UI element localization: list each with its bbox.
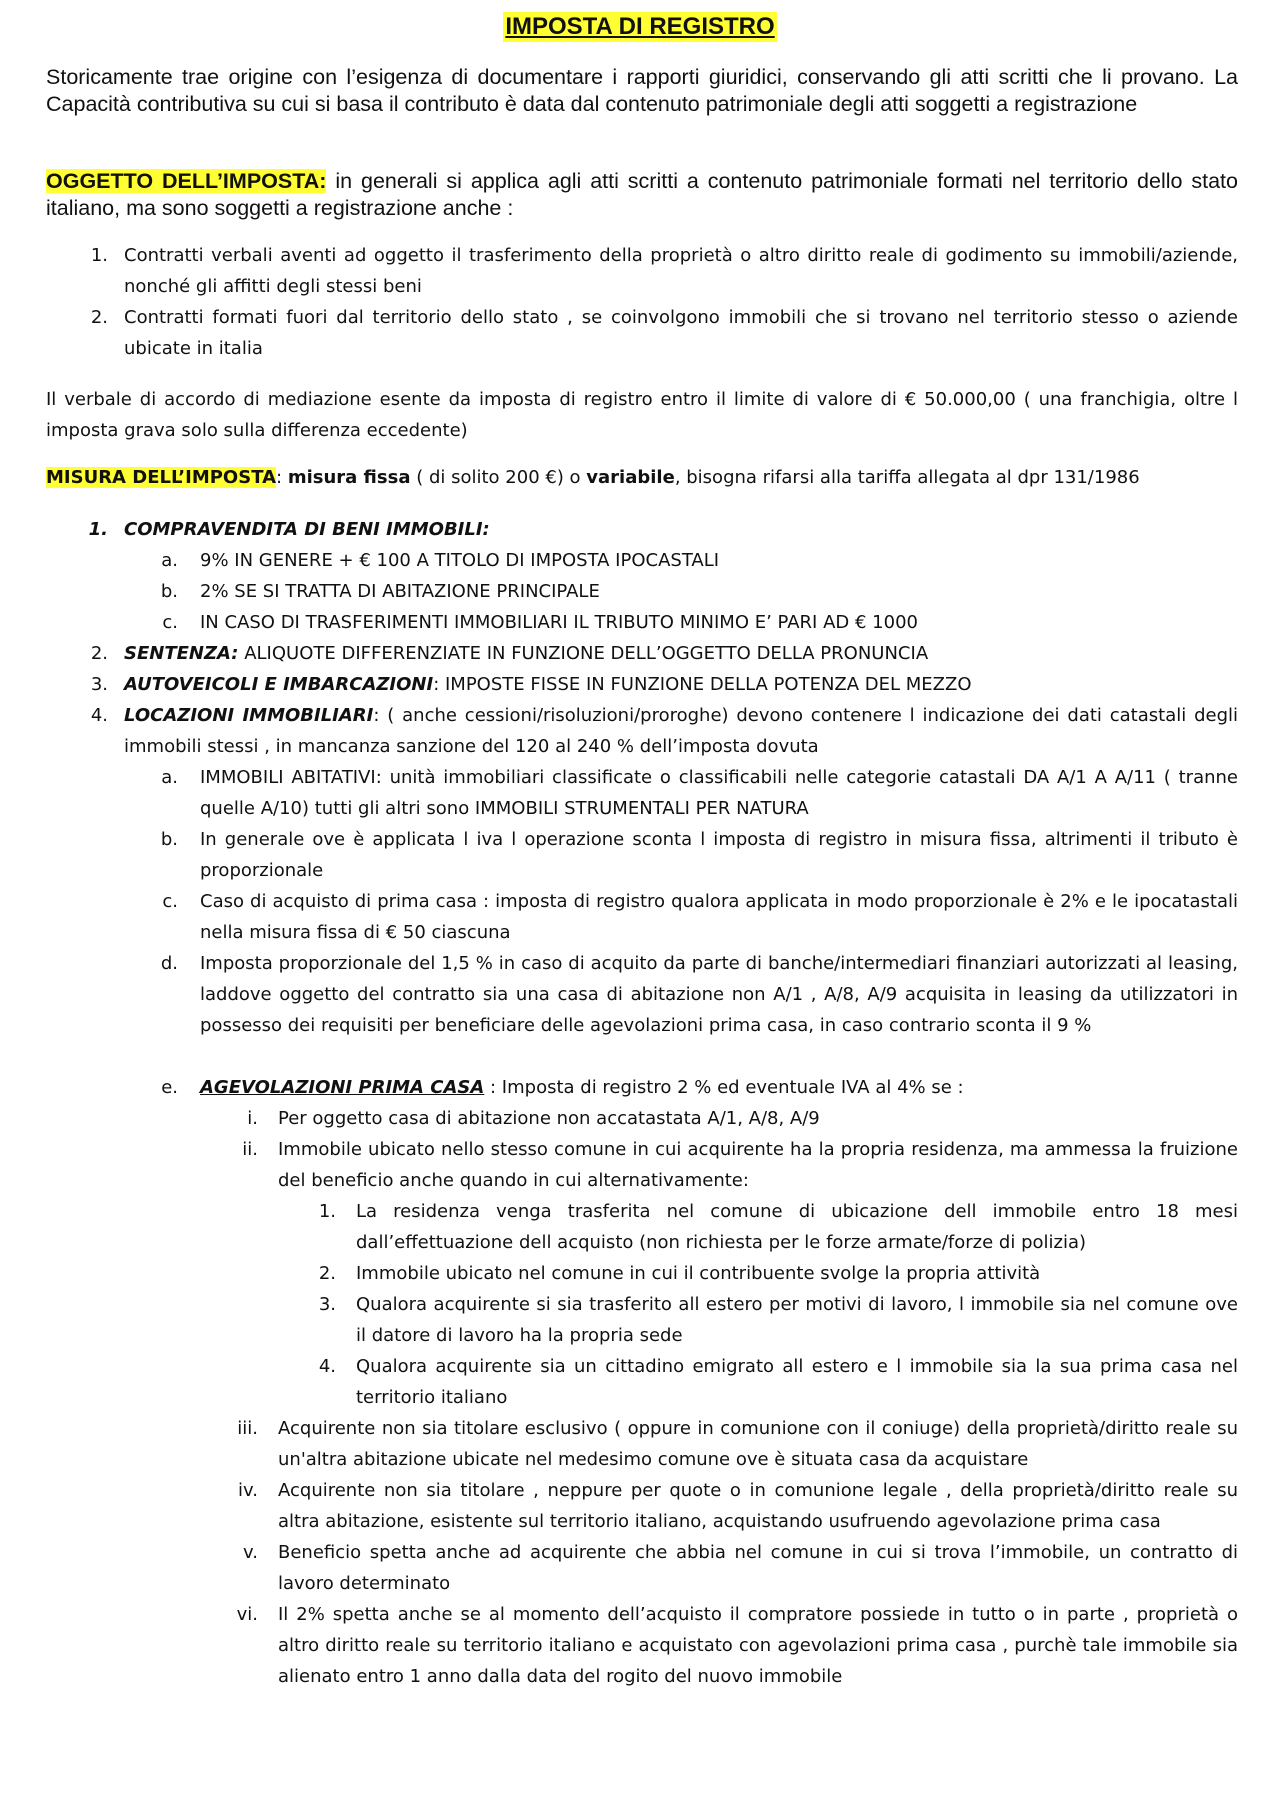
list-item-text: La residenza venga trasferita nel comune di ubicazione dell immobile entro 18 mesi dall’effettuazione dell acquisto (non richiesta per le forze armate/forze di polizia) xyxy=(356,1201,1238,1253)
list-item-roman: iv. xyxy=(238,1480,258,1501)
list-item-roman: v. xyxy=(243,1542,258,1563)
list-item-number: 1. xyxy=(318,1201,336,1222)
list-item-number: 2. xyxy=(90,307,108,328)
list-item-heading: AUTOVEICOLI E IMBARCAZIONI xyxy=(124,674,434,695)
list-item-text: Immobile ubicato nello stesso comune in cui acquirente ha la propria residenza, ma ammessa la fruizione del beneficio anche quando in cui alternativamente: xyxy=(278,1139,1238,1191)
list-item-number: 4. xyxy=(90,705,108,726)
list-item-number: 1. xyxy=(90,245,108,266)
page-title: IMPOSTA DI REGISTRO xyxy=(505,13,775,40)
misura-mid: ( di solito 200 €) o xyxy=(410,467,587,488)
misura-variabile: variabile xyxy=(586,467,675,488)
list-item-body: : Imposta di registro 2 % ed eventuale IVA al 4% se : xyxy=(484,1077,964,1098)
list-item-number: 2. xyxy=(90,643,108,664)
list-item-text: Contratti formati fuori dal territorio dello stato , se coinvolgono immobili che si trovano nel territorio stesso o aziende ubicate in italia xyxy=(124,307,1238,359)
misura-rest: , bisogna rifarsi alla tariffa allegata al dpr 131/1986 xyxy=(674,467,1140,488)
list-item-text: IN CASO DI TRASFERIMENTI IMMOBILIARI IL TRIBUTO MINIMO E’ PARI AD € 1000 xyxy=(200,612,918,633)
list-item-roman: i. xyxy=(247,1108,258,1129)
oggetto-text: in generali si applica agli atti scritti a contenuto patrimoniale formati nel territorio dello stato italiano, ma sono soggetti a registrazione anche : xyxy=(46,169,1238,220)
list-item-roman: vi. xyxy=(236,1604,258,1625)
list-item-text: Il 2% spetta anche se al momento dell’acquisto il compratore possiede in tutto o in parte , proprietà o altro diritto reale su territorio italiano e acquistato con agevolazioni prima casa , purchè tale immobile sia alienato entro 1 anno dalla data del rogito del nuovo immobile xyxy=(278,1604,1238,1687)
list-item-text: Imposta proporzionale del 1,5 % in caso di acquito da parte di banche/intermediari finanziari autorizzati al leasing, laddove oggetto del contratto sia una casa di abitazione non A/1 , A/8, A/9 acquisita in leasing da utilizzatori in possesso dei requisiti per beneficiare delle agevolazioni prima casa, in caso contrario sconta il 9 % xyxy=(200,953,1238,1036)
oggetto-paragraph xyxy=(46,168,1238,222)
intro-paragraph: Storicamente trae origine con l’esigenza di documentare i rapporti giuridici, conservando gli atti scritti che li provano. La Capacità contributiva su cui si basa il contributo è data dal contenuto patrimoniale degli atti soggetti a registrazione xyxy=(46,65,1238,116)
list-item-letter: c. xyxy=(162,891,178,912)
misura-colon: : xyxy=(276,467,288,488)
list-item-letter: c. xyxy=(162,612,178,633)
list-item-heading: SENTENZA: xyxy=(124,643,239,664)
list-item-letter: a. xyxy=(161,550,178,571)
list-item-text: Qualora acquirente si sia trasferito all estero per motivi di lavoro, l immobile sia nel comune ove il datore di lavoro ha la propria sede xyxy=(356,1294,1238,1346)
misura-paragraph xyxy=(46,462,1238,493)
list-item-body: ALIQUOTE DIFFERENZIATE IN FUNZIONE DELL’OGGETTO DELLA PRONUNCIA xyxy=(238,643,929,664)
list-item-text: Acquirente non sia titolare , neppure per quote o in comunione legale , della proprietà/diritto reale su altra abitazione, esistente sul territorio italiano, acquistando usufruendo agevolazione prima casa xyxy=(278,1480,1238,1532)
list-item-heading: COMPRAVENDITA DI BENI IMMOBILI: xyxy=(124,519,490,540)
list-item-letter: b. xyxy=(160,829,178,850)
list-item-text xyxy=(124,638,1238,669)
list-item-letter: e. xyxy=(161,1077,178,1098)
misura-fissa: misura fissa xyxy=(287,467,411,488)
list-item-number: 1. xyxy=(88,519,108,540)
list-item-letter: d. xyxy=(160,953,178,974)
list-item-text: In generale ove è applicata l iva l operazione sconta l imposta di registro in misura fissa, altrimenti il tributo è proporzionale xyxy=(200,829,1238,881)
list-item-roman: ii. xyxy=(242,1139,258,1160)
list-item-number: 4. xyxy=(318,1356,336,1377)
list-item-text: Caso di acquisto di prima casa : imposta di registro qualora applicata in modo proporzionale è 2% e le ipocatastali nella misura fissa di € 50 ciascuna xyxy=(200,891,1238,943)
list-item-number: 2. xyxy=(318,1263,336,1284)
list-item-roman: iii. xyxy=(237,1418,258,1439)
list-item-text: Per oggetto casa di abitazione non accatastata A/1, A/8, A/9 xyxy=(278,1108,820,1129)
list-item-text xyxy=(124,669,1238,700)
misura-label: MISURA DELL’IMPOSTA xyxy=(46,467,277,488)
list-item-heading: LOCAZIONI IMMOBILIARI xyxy=(124,705,374,726)
list-item-body: : IMPOSTE FISSE IN FUNZIONE DELLA POTENZA DEL MEZZO xyxy=(433,674,972,695)
list-item-text: 2% SE SI TRATTA DI ABITAZIONE PRINCIPALE xyxy=(200,581,600,602)
list-item-heading: AGEVOLAZIONI PRIMA CASA xyxy=(200,1077,485,1098)
list-item-letter: a. xyxy=(161,767,178,788)
list-item-body: : ( anche cessioni/risoluzioni/proroghe) devono contenere l indicazione dei dati catastali degli immobili stessi , in mancanza sanzione del 120 al 240 % dell’imposta dovuta xyxy=(124,705,1238,757)
list-item-text: Immobile ubicato nel comune in cui il contribuente svolge la propria attività xyxy=(356,1263,1041,1284)
oggetto-label: OGGETTO DELL’IMPOSTA: xyxy=(46,169,327,193)
list-item-text: Contratti verbali aventi ad oggetto il trasferimento della proprietà o altro diritto reale di godimento su immobili/aziende, nonché gli affitti degli stessi beni xyxy=(124,245,1238,297)
list-item-text: Beneficio spetta anche ad acquirente che abbia nel comune in cui si trova l’immobile, un contratto di lavoro determinato xyxy=(278,1542,1238,1594)
list-item-number: 3. xyxy=(90,674,108,695)
list-item-number: 3. xyxy=(318,1294,336,1315)
list-item-text: Acquirente non sia titolare esclusivo ( oppure in comunione con il coniuge) della proprietà/diritto reale su un'altra abitazione ubicate nel medesimo comune ove è situata casa da acquistare xyxy=(278,1418,1238,1470)
list-item-text: Qualora acquirente sia un cittadino emigrato all estero e l immobile sia la sua prima casa nel territorio italiano xyxy=(356,1356,1238,1408)
list-item-text: 9% IN GENERE + € 100 A TITOLO DI IMPOSTA IPOCASTALI xyxy=(200,550,720,571)
list-item-text xyxy=(200,1072,1238,1103)
list-item-text xyxy=(124,700,1238,762)
list-item-text: IMMOBILI ABITATIVI: unità immobiliari classificate o classificabili nelle categorie catastali DA A/1 A A/11 ( tranne quelle A/10) tutti gli altri sono IMMOBILI STRUMENTALI PER NATURA xyxy=(200,767,1238,819)
list-item-letter: b. xyxy=(160,581,178,602)
title-wrap xyxy=(0,12,1280,42)
verbale-paragraph: Il verbale di accordo di mediazione esente da imposta di registro entro il limite di valore di € 50.000,00 ( una franchigia, oltre l imposta grava solo sulla differenza eccedente) xyxy=(46,389,1238,441)
